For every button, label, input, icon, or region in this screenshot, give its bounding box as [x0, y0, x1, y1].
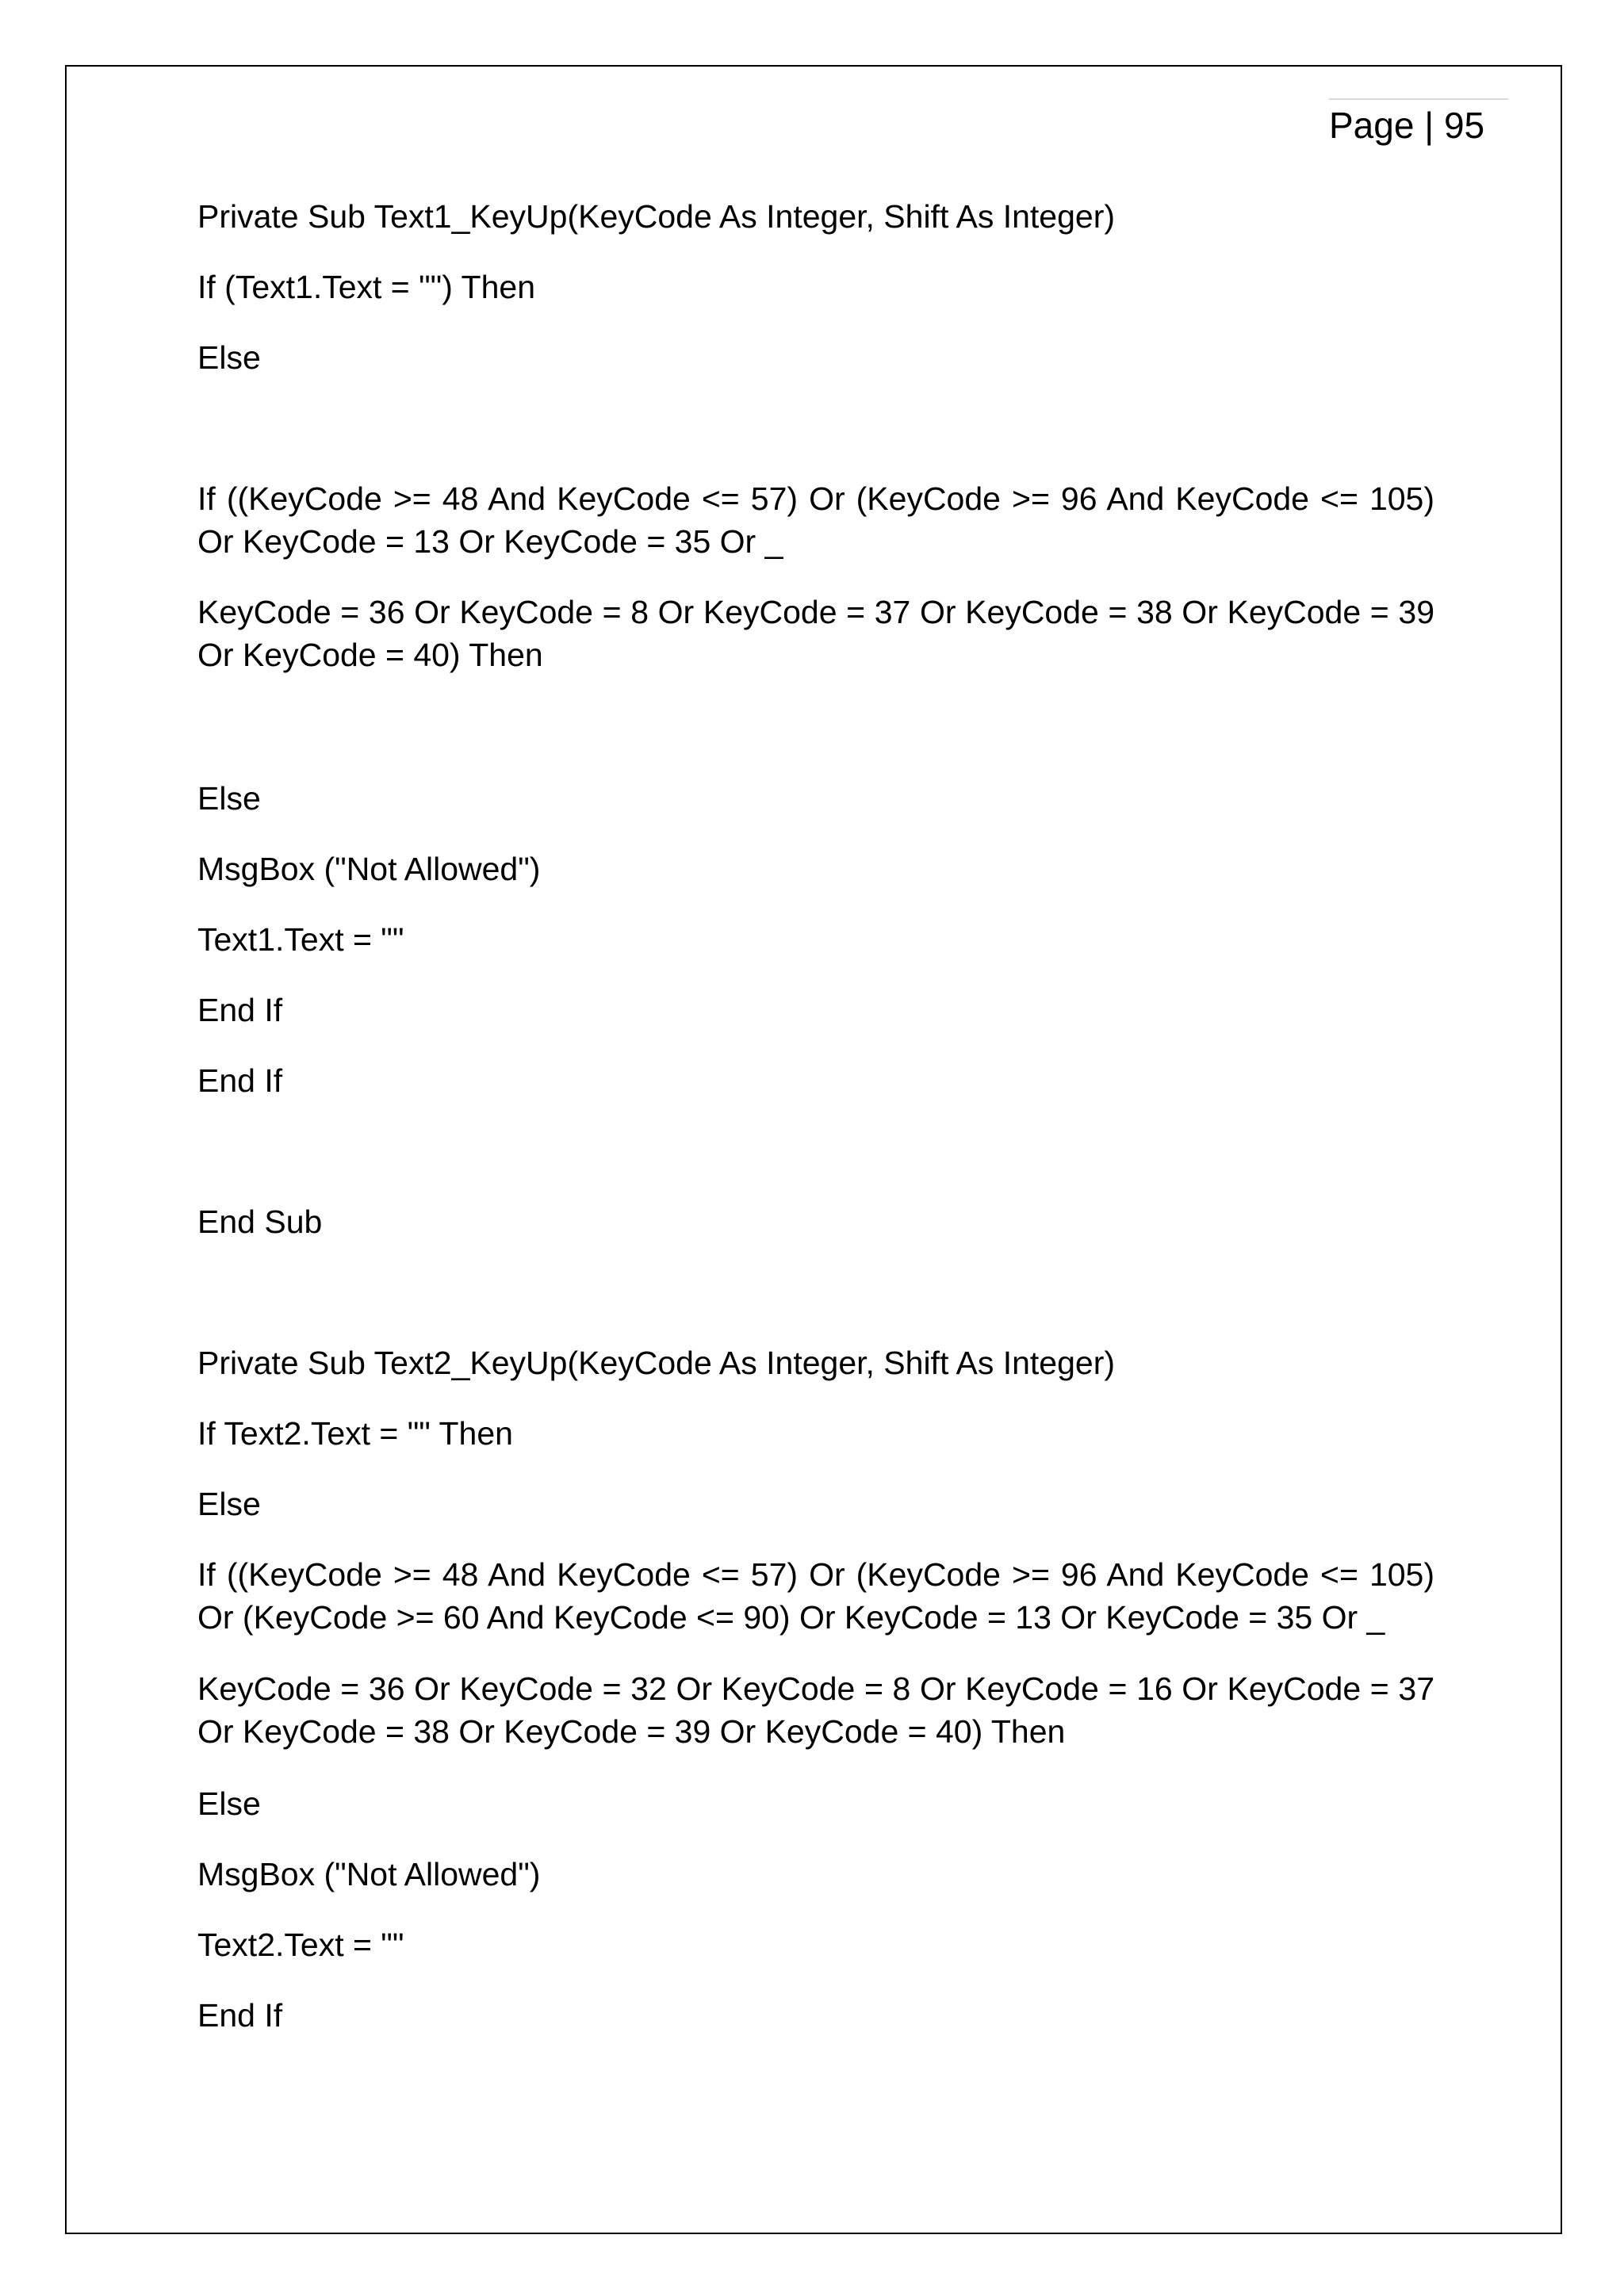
code-line: MsgBox ("Not Allowed")	[197, 851, 541, 887]
code-line: Else	[197, 780, 261, 817]
code-line: Text2.Text = ""	[197, 1927, 404, 1963]
code-line: Else	[197, 339, 261, 376]
code-line: Else	[197, 1486, 261, 1522]
code-line: Private Sub Text1_KeyUp(KeyCode As Integer, Shift As Integer)	[197, 198, 1116, 235]
code-line: End If	[197, 1997, 283, 2034]
code-line: MsgBox ("Not Allowed")	[197, 1856, 541, 1892]
code-line: Private Sub Text2_KeyUp(KeyCode As Integer, Shift As Integer)	[197, 1345, 1116, 1381]
code-line: Text1.Text = ""	[197, 921, 404, 958]
code-line: KeyCode = 36 Or KeyCode = 32 Or KeyCode = 8 Or KeyCode = 16 Or KeyCode = 37 Or KeyCode = 38 Or KeyCode = 39 Or KeyCode = 40) Then	[197, 1670, 1434, 1750]
page-header	[1329, 98, 1508, 149]
code-line: End If	[197, 992, 283, 1028]
page-border	[65, 65, 1562, 2234]
code-line: If ((KeyCode >= 48 And KeyCode <= 57) Or (KeyCode >= 96 And KeyCode <= 105) Or KeyCode = 13 Or KeyCode = 35 Or _	[197, 480, 1434, 560]
code-line: End If	[197, 1062, 283, 1099]
code-line: If ((KeyCode >= 48 And KeyCode <= 57) Or (KeyCode >= 96 And KeyCode <= 105) Or (KeyCode >= 60 And KeyCode <= 90) Or KeyCode = 13 Or KeyCode = 35 Or _	[197, 1556, 1434, 1636]
code-line: End Sub	[197, 1203, 323, 1240]
code-line: If (Text1.Text = "") Then	[197, 269, 535, 305]
code-line: Else	[197, 1785, 261, 1822]
code-line: If Text2.Text = "" Then	[197, 1415, 513, 1452]
code-line: KeyCode = 36 Or KeyCode = 8 Or KeyCode = 37 Or KeyCode = 38 Or KeyCode = 39 Or KeyCode = 40) Then	[197, 594, 1434, 673]
page-number: Page | 95	[1329, 105, 1485, 146]
